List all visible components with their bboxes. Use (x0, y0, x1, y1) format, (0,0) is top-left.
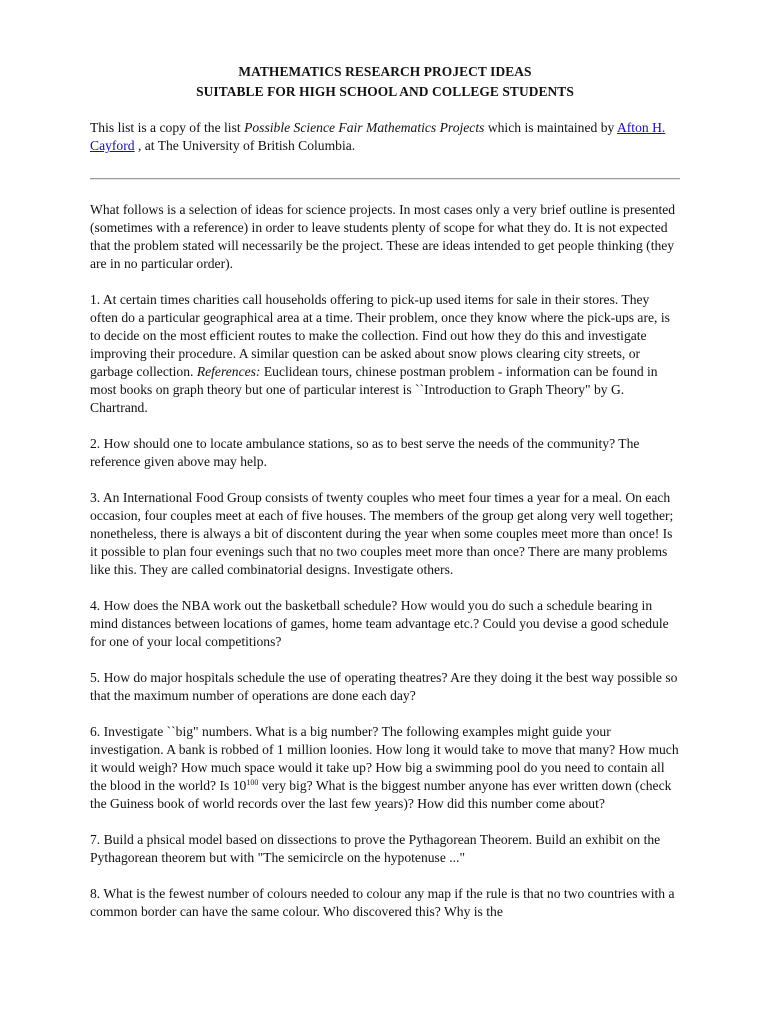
intro-italic-title: Possible Science Fair Mathematics Projects (244, 120, 485, 135)
title-line-1: MATHEMATICS RESEARCH PROJECT IDEAS (238, 64, 532, 79)
intro-paragraph (90, 119, 680, 155)
project-idea-8: 8. What is the fewest number of colours needed to colour any map if the rule is that no two countries with a common border can have the same colour. Who discovered this? Why is the (90, 886, 675, 919)
page-title (90, 62, 680, 102)
intro-text-1: This list is a copy of the list (90, 120, 245, 135)
idea-1-text: 1. At certain times charities call households offering to pick-up used items for sale in their stores. They often do a particular geographical area at a time. Their problem, once they know where the pick-ups are, is to decide on the most efficient routes to make the collection. Find out how they do this and investigate improving their procedure. A similar question can be asked about snow plows clearing city streets, or garbage collection. (90, 292, 670, 379)
project-idea-5: 5. How do major hospitals schedule the use of operating theatres? Are they doing it the best way possible so that the maximum number of operations are done each day? (90, 670, 678, 703)
idea-1-references: Euclidean tours, chinese postman problem - information can be found in most books on graph theory but one of particular interest is ``Introduction to Graph Theory" by G. Chartrand. (90, 364, 658, 415)
project-idea-2: 2. How should one to locate ambulance stations, so as to best serve the needs of the community? The reference given above may help. (90, 436, 640, 469)
project-idea-1 (90, 291, 680, 417)
idea-1-references-label: References: (196, 364, 261, 379)
project-idea-4: 4. How does the NBA work out the basketball schedule? How would you do such a schedule bearing in mind distances between locations of games, home team advantage etc.? Could you devise a good schedule for one of your local competitions? (90, 598, 669, 649)
horizontal-divider (90, 178, 680, 180)
idea-6-text-2: very big? What is the biggest number anyone has ever written down (check the Guiness book of world records over the last few years)? How did this number come about? (90, 778, 672, 811)
overview-paragraph: What follows is a selection of ideas for science projects. In most cases only a very brief outline is presented (sometimes with a reference) in order to leave students plenty of scope for what they do. It is not expected that the problem stated will necessarily be the project. These are ideas intended to get people thinking (they are in no particular order). (90, 202, 676, 271)
document-page (90, 62, 680, 921)
project-idea-7: 7. Build a phsical model based on dissections to prove the Pythagorean Theorem. Build an exhibit on the Pythagorean theorem but with "The semicircle on the hypotenuse ..." (90, 832, 661, 865)
idea-6-exponent: 100 (246, 778, 259, 787)
author-link[interactable]: Afton H. Cayford (90, 120, 666, 153)
idea-6-text-1: 6. Investigate ``big" numbers. What is a big number? The following examples might guide your investigation. A bank is robbed of 1 million loonies. How long it would take to move that many? How much it would weigh? How much space would it take up? How big a swimming pool do you need to contain all the blood in the world? Is 10 (90, 724, 679, 793)
project-idea-3: 3. An International Food Group consists of twenty couples who meet four times a year for a meal. On each occasion, four couples meet at each of five houses. The members of the group get along very well together; nonetheless, there is always a bit of discontent during the year when some couples meet more than once! Is it possible to plan four evenings such that no two couples meet more than once? There are many problems like this. They are called combinatorial designs. Investigate others. (90, 490, 674, 577)
title-line-2: SUITABLE FOR HIGH SCHOOL AND COLLEGE STUDENTS (196, 84, 574, 99)
intro-text-2: which is maintained by (484, 120, 617, 135)
intro-text-3: , at The University of British Columbia. (134, 138, 356, 153)
project-idea-6 (90, 723, 680, 813)
